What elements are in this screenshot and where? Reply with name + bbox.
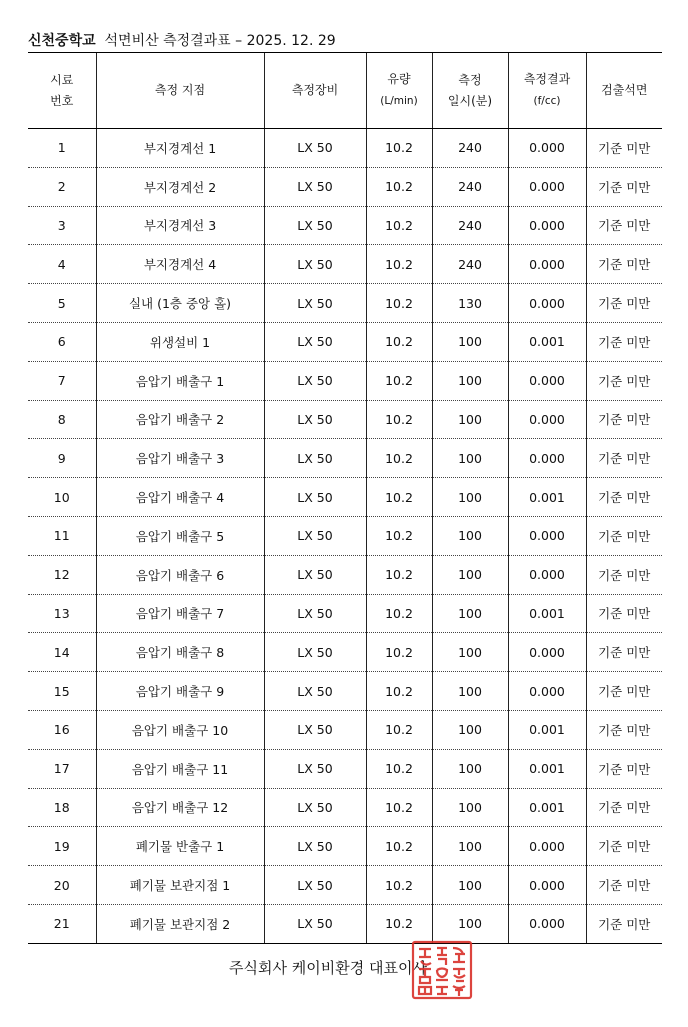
table-row bbox=[28, 904, 662, 943]
result-cell: 0.000 bbox=[508, 206, 586, 245]
header-result: 측정결과 (f/cc) bbox=[508, 53, 586, 129]
time-cell: 100 bbox=[432, 904, 508, 943]
time-cell: 100 bbox=[432, 361, 508, 400]
flow-cell: 10.2 bbox=[366, 788, 432, 827]
flow-cell: 10.2 bbox=[366, 361, 432, 400]
table-row bbox=[28, 284, 662, 323]
location-cell: 폐기물 반출구 1 bbox=[96, 827, 264, 866]
header-time: 측정 일시(분) bbox=[432, 53, 508, 129]
time-cell: 240 bbox=[432, 129, 508, 168]
time-cell: 100 bbox=[432, 594, 508, 633]
location-cell: 폐기물 보관지점 1 bbox=[96, 866, 264, 905]
time-cell: 100 bbox=[432, 866, 508, 905]
result-cell: 0.000 bbox=[508, 439, 586, 478]
equipment-cell: LX 50 bbox=[264, 827, 366, 866]
table-row bbox=[28, 245, 662, 284]
location-cell: 부지경계선 2 bbox=[96, 167, 264, 206]
time-cell: 100 bbox=[432, 710, 508, 749]
header-fiber: 검출석면 bbox=[586, 53, 662, 129]
time-cell: 130 bbox=[432, 284, 508, 323]
sample-no-cell: 3 bbox=[28, 206, 96, 245]
sample-no-cell: 14 bbox=[28, 633, 96, 672]
result-cell: 0.001 bbox=[508, 322, 586, 361]
flow-cell: 10.2 bbox=[366, 516, 432, 555]
equipment-cell: LX 50 bbox=[264, 594, 366, 633]
table-row bbox=[28, 167, 662, 206]
equipment-cell: LX 50 bbox=[264, 710, 366, 749]
fiber-cell: 기준 미만 bbox=[586, 478, 662, 517]
sample-no-cell: 2 bbox=[28, 167, 96, 206]
equipment-cell: LX 50 bbox=[264, 245, 366, 284]
flow-cell: 10.2 bbox=[366, 322, 432, 361]
table-row bbox=[28, 594, 662, 633]
sample-no-cell: 19 bbox=[28, 827, 96, 866]
fiber-cell: 기준 미만 bbox=[586, 167, 662, 206]
table-row bbox=[28, 788, 662, 827]
location-cell: 부지경계선 3 bbox=[96, 206, 264, 245]
flow-cell: 10.2 bbox=[366, 400, 432, 439]
result-cell: 0.001 bbox=[508, 594, 586, 633]
fiber-cell: 기준 미만 bbox=[586, 439, 662, 478]
table-row bbox=[28, 672, 662, 711]
sample-no-cell: 13 bbox=[28, 594, 96, 633]
flow-cell: 10.2 bbox=[366, 284, 432, 323]
result-cell: 0.001 bbox=[508, 749, 586, 788]
location-cell: 위생설비 1 bbox=[96, 322, 264, 361]
location-cell: 음압기 배출구 10 bbox=[96, 710, 264, 749]
location-cell: 음압기 배출구 2 bbox=[96, 400, 264, 439]
fiber-cell: 기준 미만 bbox=[586, 400, 662, 439]
header-equipment: 측정장비 bbox=[264, 53, 366, 129]
equipment-cell: LX 50 bbox=[264, 788, 366, 827]
location-cell: 음압기 배출구 7 bbox=[96, 594, 264, 633]
location-cell: 폐기물 보관지점 2 bbox=[96, 904, 264, 943]
sample-no-cell: 7 bbox=[28, 361, 96, 400]
table-header-row bbox=[28, 53, 662, 129]
equipment-cell: LX 50 bbox=[264, 672, 366, 711]
equipment-cell: LX 50 bbox=[264, 633, 366, 672]
flow-cell: 10.2 bbox=[366, 710, 432, 749]
title-text: 석면비산 측정결과표 – 2025. 12. 29 bbox=[104, 33, 336, 49]
flow-cell: 10.2 bbox=[366, 245, 432, 284]
table-row bbox=[28, 322, 662, 361]
sample-no-cell: 9 bbox=[28, 439, 96, 478]
sample-no-cell: 4 bbox=[28, 245, 96, 284]
fiber-cell: 기준 미만 bbox=[586, 866, 662, 905]
flow-cell: 10.2 bbox=[366, 827, 432, 866]
time-cell: 100 bbox=[432, 749, 508, 788]
table-row bbox=[28, 439, 662, 478]
table-body bbox=[28, 129, 662, 944]
equipment-cell: LX 50 bbox=[264, 904, 366, 943]
school-name: 신천중학교 bbox=[28, 33, 96, 49]
fiber-cell: 기준 미만 bbox=[586, 749, 662, 788]
equipment-cell: LX 50 bbox=[264, 322, 366, 361]
company-representative: 주식회사 케이비환경 대표이사 bbox=[229, 959, 427, 977]
fiber-cell: 기준 미만 bbox=[586, 633, 662, 672]
results-table bbox=[28, 52, 662, 944]
equipment-cell: LX 50 bbox=[264, 361, 366, 400]
location-cell: 음압기 배출구 12 bbox=[96, 788, 264, 827]
time-cell: 100 bbox=[432, 555, 508, 594]
equipment-cell: LX 50 bbox=[264, 866, 366, 905]
equipment-cell: LX 50 bbox=[264, 439, 366, 478]
table-row bbox=[28, 478, 662, 517]
table-row bbox=[28, 866, 662, 905]
flow-cell: 10.2 bbox=[366, 129, 432, 168]
sample-no-cell: 8 bbox=[28, 400, 96, 439]
result-cell: 0.000 bbox=[508, 516, 586, 555]
document-title bbox=[28, 30, 336, 50]
fiber-cell: 기준 미만 bbox=[586, 672, 662, 711]
table-row bbox=[28, 400, 662, 439]
location-cell: 음압기 배출구 4 bbox=[96, 478, 264, 517]
fiber-cell: 기준 미만 bbox=[586, 555, 662, 594]
location-cell: 부지경계선 4 bbox=[96, 245, 264, 284]
flow-cell: 10.2 bbox=[366, 439, 432, 478]
time-cell: 240 bbox=[432, 245, 508, 284]
location-cell: 음압기 배출구 3 bbox=[96, 439, 264, 478]
fiber-cell: 기준 미만 bbox=[586, 206, 662, 245]
flow-cell: 10.2 bbox=[366, 167, 432, 206]
time-cell: 100 bbox=[432, 516, 508, 555]
fiber-cell: 기준 미만 bbox=[586, 710, 662, 749]
fiber-cell: 기준 미만 bbox=[586, 129, 662, 168]
fiber-cell: 기준 미만 bbox=[586, 904, 662, 943]
time-cell: 100 bbox=[432, 788, 508, 827]
sample-no-cell: 16 bbox=[28, 710, 96, 749]
fiber-cell: 기준 미만 bbox=[586, 594, 662, 633]
flow-cell: 10.2 bbox=[366, 206, 432, 245]
flow-cell: 10.2 bbox=[366, 866, 432, 905]
result-cell: 0.000 bbox=[508, 555, 586, 594]
time-cell: 100 bbox=[432, 439, 508, 478]
flow-cell: 10.2 bbox=[366, 672, 432, 711]
equipment-cell: LX 50 bbox=[264, 478, 366, 517]
fiber-cell: 기준 미만 bbox=[586, 245, 662, 284]
result-cell: 0.000 bbox=[508, 167, 586, 206]
result-cell: 0.000 bbox=[508, 245, 586, 284]
result-cell: 0.000 bbox=[508, 400, 586, 439]
footer-signature bbox=[0, 957, 688, 978]
table-row bbox=[28, 555, 662, 594]
table-row bbox=[28, 206, 662, 245]
sample-no-cell: 17 bbox=[28, 749, 96, 788]
sample-no-cell: 6 bbox=[28, 322, 96, 361]
sample-no-cell: 15 bbox=[28, 672, 96, 711]
fiber-cell: 기준 미만 bbox=[586, 827, 662, 866]
time-cell: 100 bbox=[432, 827, 508, 866]
time-cell: 100 bbox=[432, 400, 508, 439]
table-row bbox=[28, 361, 662, 400]
table-row bbox=[28, 710, 662, 749]
sample-no-cell: 20 bbox=[28, 866, 96, 905]
location-cell: 부지경계선 1 bbox=[96, 129, 264, 168]
table-row bbox=[28, 516, 662, 555]
location-cell: 음압기 배출구 9 bbox=[96, 672, 264, 711]
sample-no-cell: 21 bbox=[28, 904, 96, 943]
result-cell: 0.000 bbox=[508, 129, 586, 168]
equipment-cell: LX 50 bbox=[264, 284, 366, 323]
time-cell: 100 bbox=[432, 633, 508, 672]
result-cell: 0.001 bbox=[508, 788, 586, 827]
sample-no-cell: 1 bbox=[28, 129, 96, 168]
time-cell: 240 bbox=[432, 167, 508, 206]
header-flow: 유량 (L/min) bbox=[366, 53, 432, 129]
flow-cell: 10.2 bbox=[366, 555, 432, 594]
flow-cell: 10.2 bbox=[366, 633, 432, 672]
fiber-cell: 기준 미만 bbox=[586, 284, 662, 323]
result-cell: 0.000 bbox=[508, 361, 586, 400]
equipment-cell: LX 50 bbox=[264, 516, 366, 555]
header-location: 측정 지점 bbox=[96, 53, 264, 129]
result-cell: 0.000 bbox=[508, 827, 586, 866]
flow-cell: 10.2 bbox=[366, 478, 432, 517]
result-cell: 0.000 bbox=[508, 866, 586, 905]
company-seal-stamp bbox=[411, 940, 473, 1000]
flow-cell: 10.2 bbox=[366, 904, 432, 943]
location-cell: 음압기 배출구 5 bbox=[96, 516, 264, 555]
equipment-cell: LX 50 bbox=[264, 129, 366, 168]
sample-no-cell: 12 bbox=[28, 555, 96, 594]
sample-no-cell: 11 bbox=[28, 516, 96, 555]
location-cell: 음압기 배출구 11 bbox=[96, 749, 264, 788]
time-cell: 240 bbox=[432, 206, 508, 245]
result-cell: 0.001 bbox=[508, 478, 586, 517]
flow-cell: 10.2 bbox=[366, 594, 432, 633]
table-row bbox=[28, 633, 662, 672]
table-row bbox=[28, 827, 662, 866]
table-row bbox=[28, 129, 662, 168]
sample-no-cell: 5 bbox=[28, 284, 96, 323]
time-cell: 100 bbox=[432, 322, 508, 361]
equipment-cell: LX 50 bbox=[264, 206, 366, 245]
location-cell: 실내 (1층 중앙 홀) bbox=[96, 284, 264, 323]
table-row bbox=[28, 749, 662, 788]
sample-no-cell: 10 bbox=[28, 478, 96, 517]
fiber-cell: 기준 미만 bbox=[586, 516, 662, 555]
location-cell: 음압기 배출구 6 bbox=[96, 555, 264, 594]
flow-cell: 10.2 bbox=[366, 749, 432, 788]
equipment-cell: LX 50 bbox=[264, 400, 366, 439]
fiber-cell: 기준 미만 bbox=[586, 361, 662, 400]
location-cell: 음압기 배출구 8 bbox=[96, 633, 264, 672]
equipment-cell: LX 50 bbox=[264, 555, 366, 594]
equipment-cell: LX 50 bbox=[264, 167, 366, 206]
result-cell: 0.001 bbox=[508, 710, 586, 749]
fiber-cell: 기준 미만 bbox=[586, 788, 662, 827]
equipment-cell: LX 50 bbox=[264, 749, 366, 788]
result-cell: 0.000 bbox=[508, 904, 586, 943]
result-cell: 0.000 bbox=[508, 284, 586, 323]
location-cell: 음압기 배출구 1 bbox=[96, 361, 264, 400]
time-cell: 100 bbox=[432, 478, 508, 517]
result-cell: 0.000 bbox=[508, 633, 586, 672]
time-cell: 100 bbox=[432, 672, 508, 711]
header-sample-no: 시료 번호 bbox=[28, 53, 96, 129]
sample-no-cell: 18 bbox=[28, 788, 96, 827]
result-cell: 0.000 bbox=[508, 672, 586, 711]
fiber-cell: 기준 미만 bbox=[586, 322, 662, 361]
